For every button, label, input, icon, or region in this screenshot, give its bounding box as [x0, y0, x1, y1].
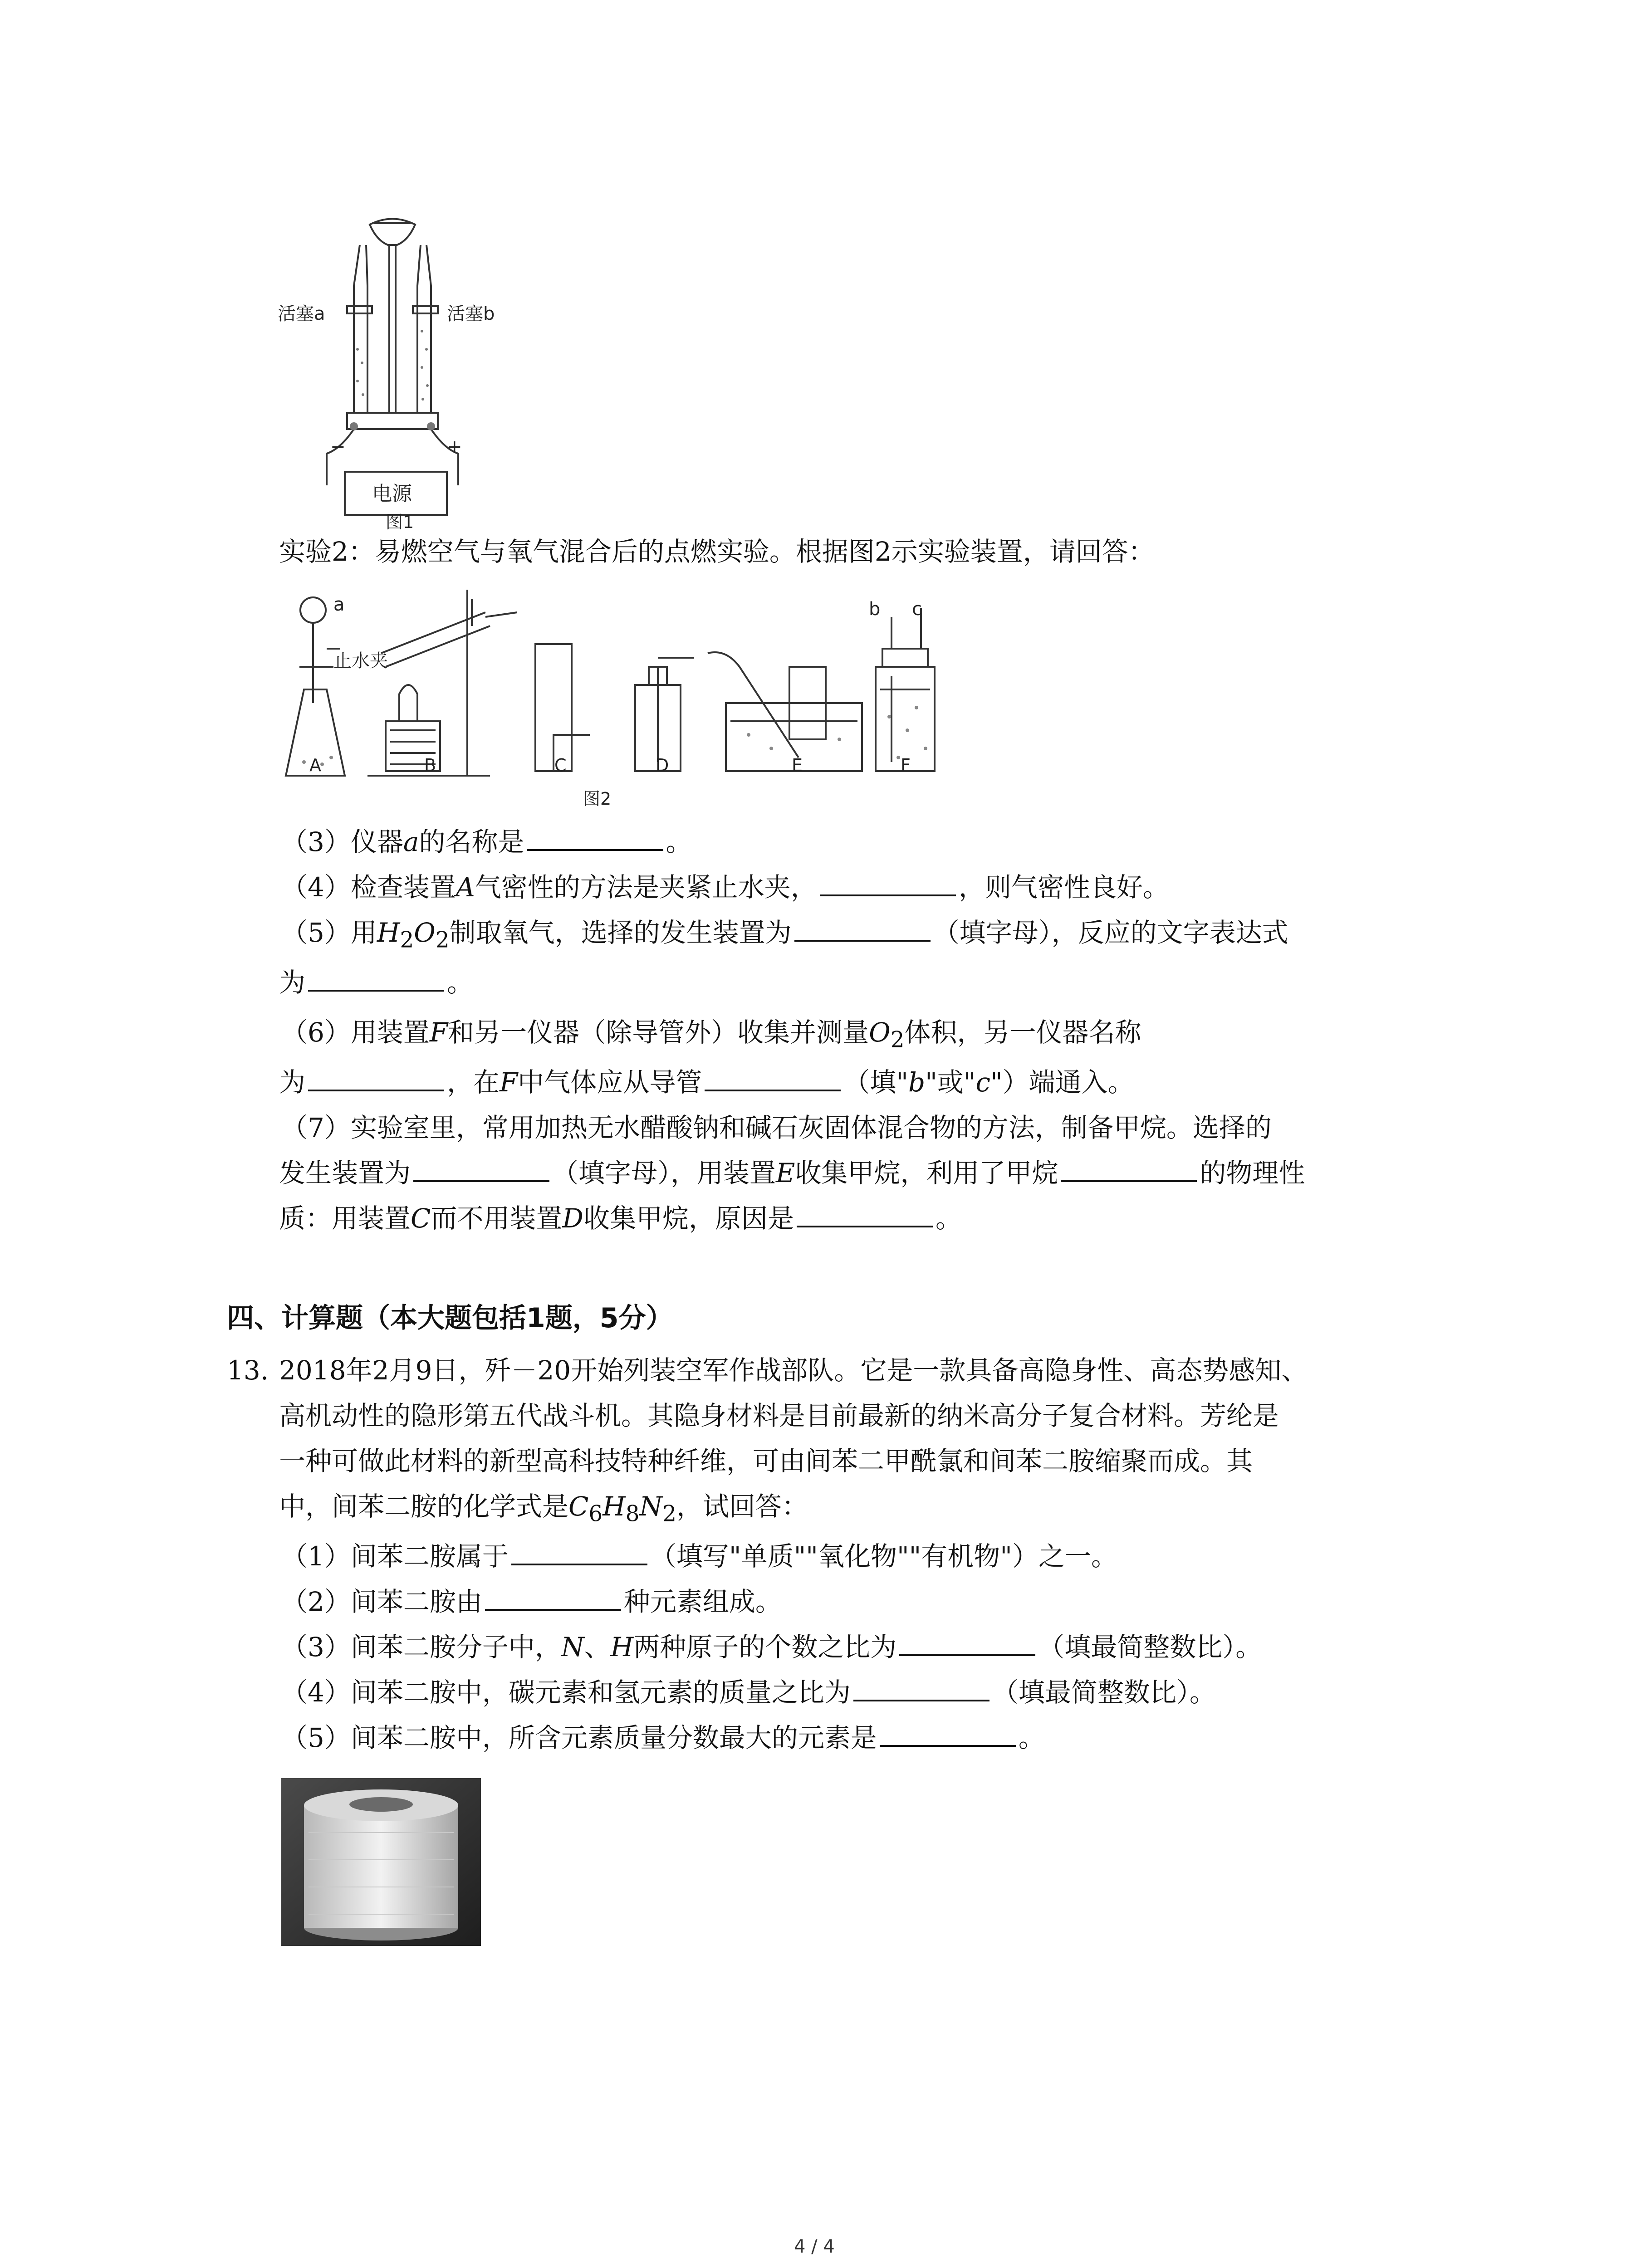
- answer-blank[interactable]: [308, 1090, 444, 1091]
- question-13-sub-3: （3）间苯二胺分子中，N、H两种原子的个数之比为 （填最简整数比）。: [281, 1632, 1262, 1662]
- power-supply-label: 电源: [372, 482, 412, 505]
- question-13-sub-1: （1）间苯二胺属于 （填写"单质""氧化物""有机物"）之一。: [281, 1541, 1117, 1572]
- negative-terminal-label: −: [330, 436, 346, 457]
- answer-blank[interactable]: [485, 1609, 621, 1611]
- apparatus-letter-c: C: [554, 755, 567, 775]
- answer-blank[interactable]: [880, 1745, 1016, 1747]
- answer-blank[interactable]: [797, 1226, 933, 1227]
- apparatus-letter-d: D: [656, 755, 669, 775]
- tube-b-label: b: [869, 599, 881, 620]
- question-13-line-2: 高机动性的隐形第五代战斗机。其隐身材料是目前最新的纳米高分子复合材料。芳纶是: [279, 1400, 1279, 1431]
- instrument-a-label: a: [333, 594, 345, 615]
- question-3: （3）仪器a的名称是 。: [281, 826, 692, 857]
- answer-blank[interactable]: [308, 990, 444, 992]
- answer-blank[interactable]: [853, 1700, 989, 1701]
- answer-blank[interactable]: [899, 1654, 1035, 1656]
- valve-b-label: 活塞b: [447, 303, 495, 324]
- apparatus-letter-b: B: [424, 755, 436, 775]
- valve-a-label: 活塞a: [278, 303, 325, 324]
- answer-blank[interactable]: [511, 1564, 647, 1565]
- figure-2-caption: 图2: [583, 789, 612, 809]
- aramid-fiber-spool-photo: [281, 1778, 481, 1946]
- apparatus-letter-a: A: [309, 755, 321, 775]
- question-6-line-2: 为 ，在F中气体应从导管 （填"b"或"c"）端通入。: [279, 1067, 1134, 1098]
- question-7-line-1: （7）实验室里，常用加热无水醋酸钠和碱石灰固体混合物的方法，制备甲烷。选择的: [281, 1112, 1272, 1143]
- question-4: （4）检查装置A气密性的方法是夹紧止水夹， ，则气密性良好。: [281, 872, 1169, 903]
- question-13-sub-5: （5）间苯二胺中，所含元素质量分数最大的元素是 。: [281, 1722, 1045, 1753]
- question-13-line-1: 2018年2月9日，歼－20开始列装空军作战部队。它是一款具备高隐身性、高态势感知、: [279, 1355, 1308, 1386]
- question-13-line-4: 中，间苯二胺的化学式是$C_6H_8N_2$，试回答：: [279, 1491, 808, 1527]
- question-6-line-1: （6）用装置F和另一仪器（除导管外）收集并测量$O_2$体积，另一仪器名称: [281, 1017, 1141, 1053]
- question-7-line-3: 质：用装置C而不用装置D收集甲烷，原因是 。: [279, 1203, 962, 1234]
- tube-c-label: c: [912, 599, 922, 620]
- question-13-number: 13.: [227, 1355, 269, 1386]
- answer-blank[interactable]: [1061, 1180, 1197, 1182]
- question-13-line-3: 一种可做此材料的新型高科技特种纤维，可由间苯二甲酰氯和间苯二胺缩聚而成。其: [279, 1446, 1253, 1476]
- question-5-line-1: （5）用$H_2O_2$制取氧气，选择的发生装置为 （填字母），反应的文字表达式: [281, 917, 1288, 953]
- answer-blank[interactable]: [527, 849, 663, 851]
- answer-blank[interactable]: [705, 1090, 841, 1091]
- question-7-line-2: 发生装置为 （填字母），用装置E收集甲烷，利用了甲烷 的物理性: [279, 1158, 1305, 1188]
- answer-blank[interactable]: [413, 1180, 549, 1182]
- answer-blank[interactable]: [820, 894, 956, 896]
- section-4-heading: 四、计算题（本大题包括1题，5分）: [227, 1302, 673, 1334]
- positive-terminal-label: +: [447, 436, 462, 457]
- apparatus-letter-e: E: [792, 755, 803, 775]
- page-number: 4 / 4: [794, 2236, 835, 2257]
- question-13-sub-2: （2）间苯二胺由 种元素组成。: [281, 1586, 782, 1617]
- water-clamp-label: 止水夹: [333, 650, 388, 671]
- question-13-sub-4: （4）间苯二胺中，碳元素和氢元素的质量之比为 （填最简整数比）。: [281, 1677, 1216, 1708]
- apparatus-letter-f: F: [901, 755, 911, 775]
- question-5-line-2: 为 。: [279, 967, 474, 998]
- experiment-2-intro: 实验2：易燃空气与氧气混合后的点燃实验。根据图2示实验装置，请回答：: [279, 536, 1155, 567]
- figure-1-caption: 图1: [386, 512, 414, 532]
- answer-blank[interactable]: [794, 940, 931, 942]
